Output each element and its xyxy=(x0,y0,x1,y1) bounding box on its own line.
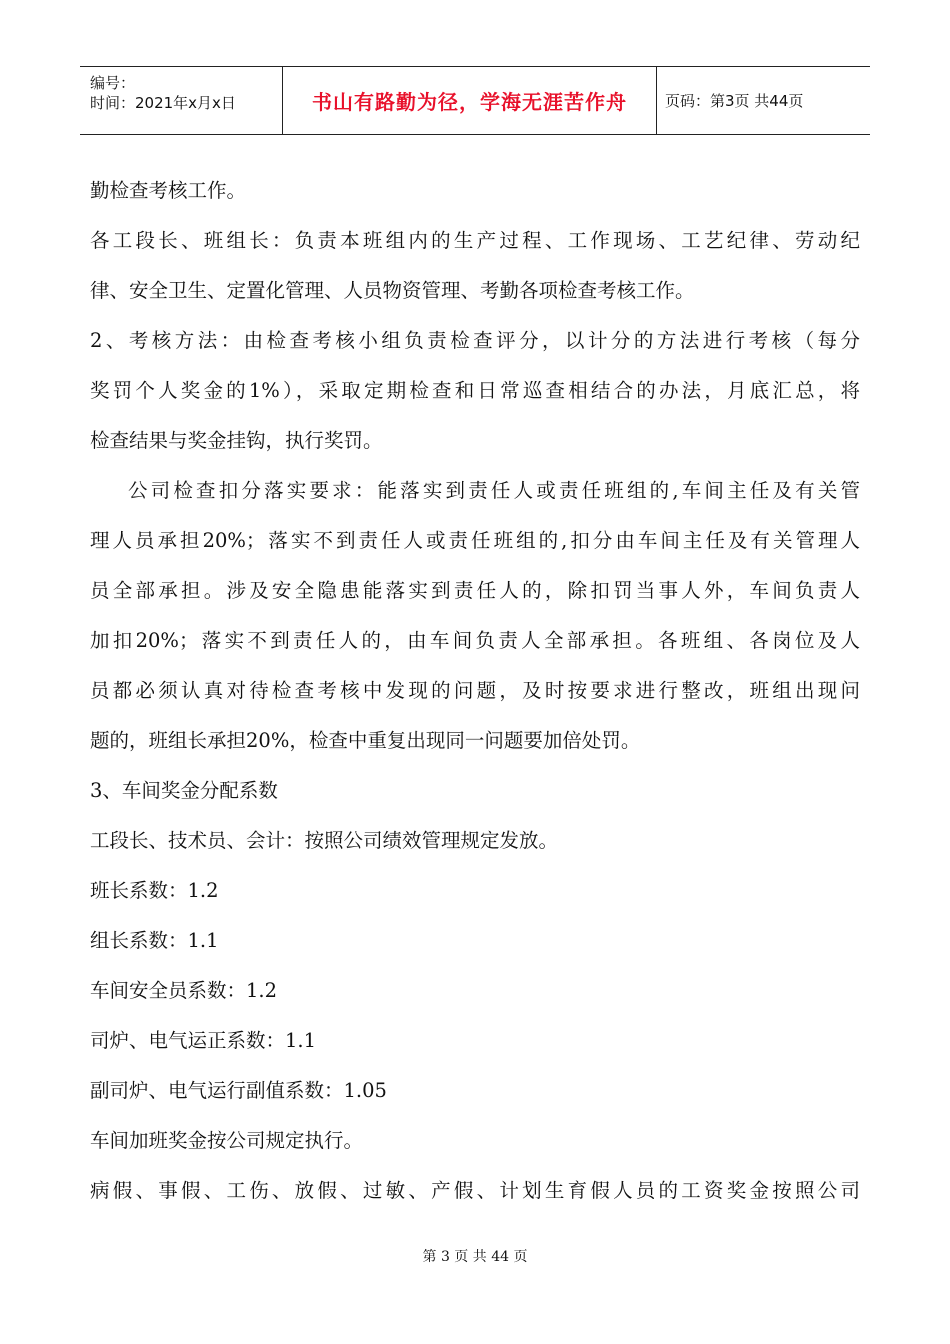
coefficient-line: 车间安全员系数：1.2 xyxy=(90,979,278,1002)
coefficient-line: 司炉、电气运正系数：1.1 xyxy=(90,1029,317,1052)
header-meta xyxy=(80,67,283,134)
page-footer: 第 3 页 共 44 页 xyxy=(422,1249,528,1265)
text-line: 员都必须认真对待检查考核中发现的问题，及时按要求进行整改，班组出现问 xyxy=(90,679,860,702)
page-header xyxy=(80,66,870,135)
text-line: 2、考核方法：由检查考核小组负责检查评分，以计分的方法进行考核（每分 xyxy=(90,329,860,352)
coefficient-line: 组长系数：1.1 xyxy=(90,929,219,952)
text-line: 律、安全卫生、定置化管理、人员物资管理、考勤各项检查考核工作。 xyxy=(90,279,695,302)
text-line: 题的，班组长承担20%，检查中重复出现同一问题要加倍处罚。 xyxy=(90,729,641,752)
text-line: 公司检查扣分落实要求：能落实到责任人或责任班组的,车间主任及有关管 xyxy=(128,479,860,502)
text-line: 病假、事假、工伤、放假、过敏、产假、计划生育假人员的工资奖金按照公司 xyxy=(90,1179,860,1202)
text-line: 员全部承担。涉及安全隐患能落实到责任人的，除扣罚当事人外，车间负责人 xyxy=(90,579,860,602)
coefficient-line: 班长系数：1.2 xyxy=(90,879,219,902)
text-line: 奖罚个人奖金的1%），采取定期检查和日常巡查相结合的办法，月底汇总，将 xyxy=(90,379,860,402)
text-line: 车间加班奖金按公司规定执行。 xyxy=(90,1129,364,1152)
text-line: 检查结果与奖金挂钩，执行奖罚。 xyxy=(90,429,383,452)
text-line: 理人员承担20%；落实不到责任人或责任班组的,扣分由车间主任及有关管理人 xyxy=(90,529,860,552)
coefficient-line: 副司炉、电气运行副值系数：1.05 xyxy=(90,1079,387,1102)
text-line: 加扣20%；落实不到责任人的，由车间负责人全部承担。各班组、各岗位及人 xyxy=(90,629,860,652)
header-page-info: 页码：第3页 共44页 xyxy=(665,92,804,110)
header-motto: 书山有路勤为径，学海无涯苦作舟 xyxy=(283,67,657,134)
document-number: 编号： xyxy=(90,74,136,92)
text-line: 工段长、技术员、会计：按照公司绩效管理规定发放。 xyxy=(90,829,559,852)
document-body xyxy=(90,166,860,1216)
text-line: 勤检查考核工作。 xyxy=(90,179,247,202)
document-date: 时间：2021年x月x日 xyxy=(90,94,236,112)
text-line: 各工段长、班组长：负责本班组内的生产过程、工作现场、工艺纪律、劳动纪 xyxy=(90,229,860,252)
section-heading: 3、车间奖金分配系数 xyxy=(90,779,278,802)
